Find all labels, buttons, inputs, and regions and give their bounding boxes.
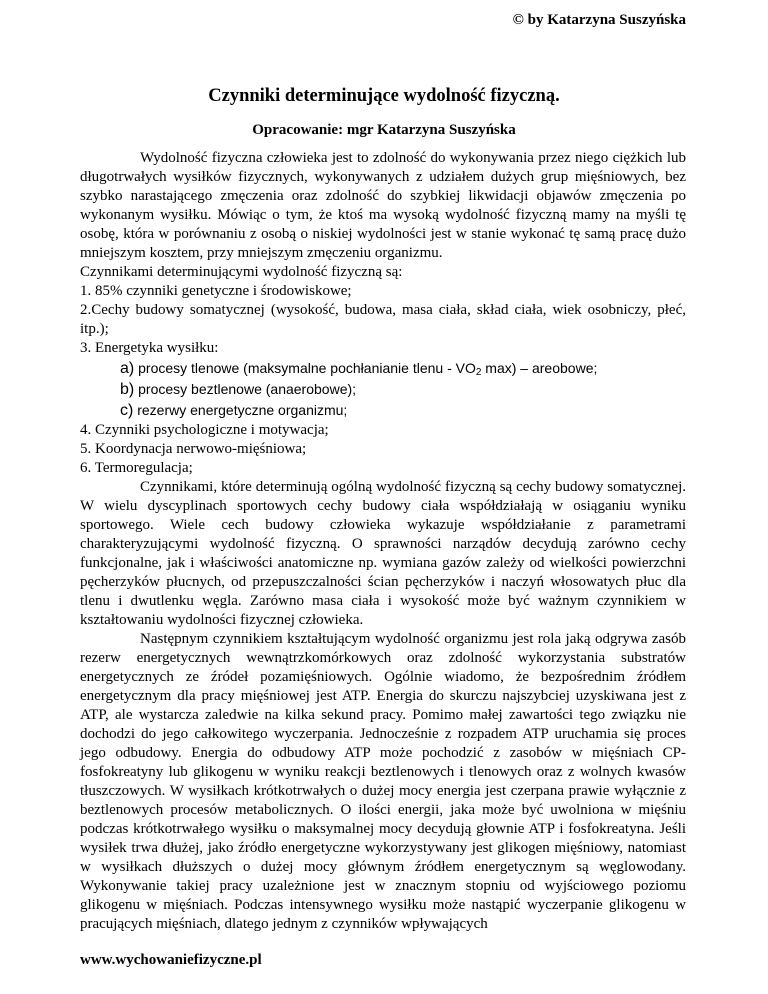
footer-url: www.wychowaniefizyczne.pl: [80, 952, 262, 968]
list-item-6: 6. Termoregulacja;: [80, 460, 193, 476]
list-item-2: 2.Cechy budowy somatycznej (wysokość, budowa, masa ciała, skład ciała, wiek osobniczy, płeć, itp.);: [80, 302, 686, 337]
copyright-header: © by Katarzyna Suszyńska: [512, 12, 686, 28]
subitem-c-letter: c): [120, 402, 134, 419]
intro-paragraph: Wydolność fizyczna człowieka jest to zdolność do wykonywania przez niego ciężkich lub długotrwałych wysiłków fizycznych, wykonywanych z udziałem dużych grup mięśniowych, bez szybko narastającego zmęczenia oraz zdolność do szybkiej likwidacji objawów zmęczenia po wykonanym wysiłku. Mówiąc o tym, że ktoś ma wysoką wydolność fizyczną mamy na myśli tę osobę, która w porównaniu z osobą o niskiej wydolności jest w stanie wykonać tę samą pracę dużo mniejszym kosztem, przy mniejszym zmęczeniu organizmu.: [80, 150, 686, 261]
list-subitem-b: [80, 379, 686, 400]
subitem-b-letter: b): [120, 381, 135, 398]
paragraph-somatic: Czynnikami, które determinują ogólną wydolność fizyczną są cechy budowy somatycznej. W wielu dyscyplinach sportowych cechy budowy ciała współdziałają w osiąganiu wyniku sportowego. Wiele cech budowy człowieka wykazuje współdziałanie z parametrami charakteryzującymi wydolność fizyczną. O sprawności narządów decydują zarówno cechy funkcjonalne, jak i właściwości anatomiczne np. wymiana gazów zależy od wielkości powierzchni pęcherzyków płucnych, od przepuszczalności ścian pęcherzyków i naczyń włosowatych płuc dla tlenu i dwutlenku węgla. Zarówno masa ciała i wysokość może być ważnym czynnikiem w kształtowaniu wydolności fizycznej człowieka.: [80, 479, 686, 628]
subitem-c-text: rezerwy energetyczne organizmu;: [137, 402, 348, 418]
list-subitem-a: [80, 358, 686, 379]
subitem-a-subscript: 2: [475, 367, 482, 378]
list-item-5: 5. Koordynacja nerwowo-mięśniowa;: [80, 441, 307, 457]
list-item-1: 1. 85% czynniki genetyczne i środowiskowe;: [80, 283, 352, 299]
list-item-3: 3. Energetyka wysiłku:: [80, 340, 219, 356]
paragraph-energy: Następnym czynnikiem kształtującym wydolność organizmu jest rola jaką odgrywa zasób rezerw energetycznych wewnątrzkomórkowych oraz zdolność wykorzystania substratów energetycznych ze źródeł pozamięśniowych. Ogólnie wiadomo, że bezpośrednim źródłem energetycznym dla pracy mięśniowej jest ATP. Energia do skurczu najszybciej uzyskiwana jest z ATP, ale wystarcza zaledwie na kilka sekund pracy. Pomimo małej zawartości tego związku nie dochodzi do jego całkowitego wyczerpania. Jednocześnie z rozpadem ATP uruchamia się proces jego odbudowy. Energia do odbudowy ATP może pochodzić z zasobów w mięśniach CP-fosfokreatyny lub glikogenu w wyniku reakcji beztlenowych i tlenowych oraz z wolnych kwasów tłuszczowych. W wysiłkach krótkotrwałych o dużej mocy energia jest czerpana prawie wyłącznie z beztlenowych procesów metabolicznych. O ilości energii, jaka może być uwolniona w mięśniu podczas krótkotrwałego wysiłku o maksymalnej mocy decydują głownie ATP i fosfokreatyna. Jeśli wysiłek trwa dłużej, jako źródło energetyczne wykorzystywany jest glikogen mięśniowy, natomiast w wysiłkach dłuższych o dużej mocy głównym źródłem energetycznym są węglowodany. Wykonywanie takiej pracy uzależnione jest w znacznym stopniu od wyjściowego poziomu glikogenu w mięśniach. Podczas intensywnego wysiłku może nastąpić wyczerpanie glikogenu w pracujących mięśniach, dlatego jednym z czynników wpływających: [80, 631, 686, 932]
subitem-a-text-end: max) – areobowe;: [481, 360, 598, 376]
page-title: Czynniki determinujące wydolność fizyczną.: [208, 86, 560, 106]
subitem-b-text: procesy beztlenowe (anaerobowe);: [138, 381, 357, 397]
list-item-4: 4. Czynniki psychologiczne i motywacja;: [80, 422, 329, 438]
subitem-a-letter: a): [120, 360, 135, 377]
document-body: [80, 149, 686, 934]
list-intro: Czynnikami determinującymi wydolność fizyczną są:: [80, 264, 403, 280]
author-line: Opracowanie: mgr Katarzyna Suszyńska: [252, 122, 516, 138]
subitem-a-text: procesy tlenowe (maksymalne pochłanianie tlenu - VO: [138, 360, 476, 376]
list-subitem-c: [80, 400, 686, 421]
